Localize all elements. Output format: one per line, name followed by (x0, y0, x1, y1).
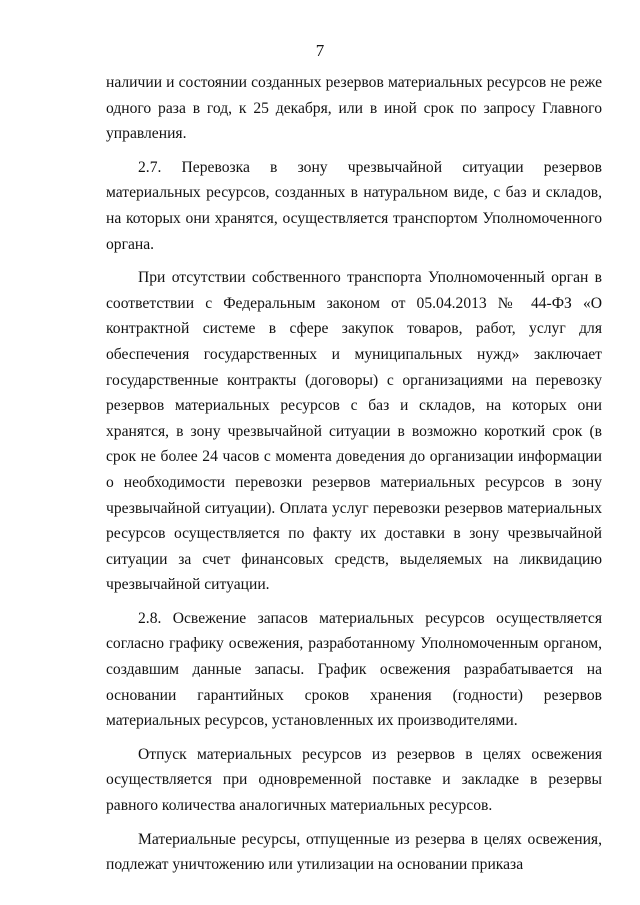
paragraph-release-refresh: Отпуск материальных ресурсов из резервов в целях освежения осуществляется при одновременной поставке и закладке в резервы равного количества аналогичных материальных ресурсов. (106, 745, 602, 815)
paragraph-disposal: Материальные ресурсы, отпущенные из резерва в целях освежения, подлежат уничтожению или утилизации на основании приказа (106, 830, 602, 874)
paragraph-continuation: наличии и состоянии созданных резервов материальных ресурсов не реже одного раза в год, к 25 декабря, или в иной срок по запросу Главного управления. (106, 74, 602, 143)
document-body (106, 70, 602, 878)
page-number: 7 (315, 41, 325, 60)
paragraph-2-8: 2.8. Освежение запасов материальных ресурсов осуществляется согласно графику освежения, разработанному Уполномоченным органом, создавшим данные запасы. График освежения разрабатывается на основании гарантийных сроков хранения (годности) резервов материальных ресурсов, установленных их производителями. (106, 609, 602, 730)
paragraph-2-7: 2.7. Перевозка в зону чрезвычайной ситуации резервов материальных ресурсов, созданных в натуральном виде, с баз и складов, на которых они хранятся, осуществляется транспортом Уполномоченного органа. (106, 158, 602, 253)
paragraph-transport-contracts: При отсутствии собственного транспорта Уполномоченный орган в соответствии с Федеральным законом от 05.04.2013 № 44-ФЗ «О контрактной системе в сфере закупок товаров, работ, услуг для обеспечения государственных и муниципальных нужд» заключает государственные контракты (договоры) с организациями на перевозку резервов материальных ресурсов с баз и складов, на которых они хранятся, в зону чрезвычайной ситуации в возможно короткий срок (в срок не более 24 часов с момента доведения до организации информации о необходимости перевозки резервов материальных ресурсов в зону чрезвычайной ситуации). Оплата услуг перевозки резервов материальных ресурсов осуществляется по факту их доставки в зону чрезвычайной ситуации за счет финансовых средств, выделяемых на ликвидацию чрезвычайной ситуации. (106, 269, 602, 594)
